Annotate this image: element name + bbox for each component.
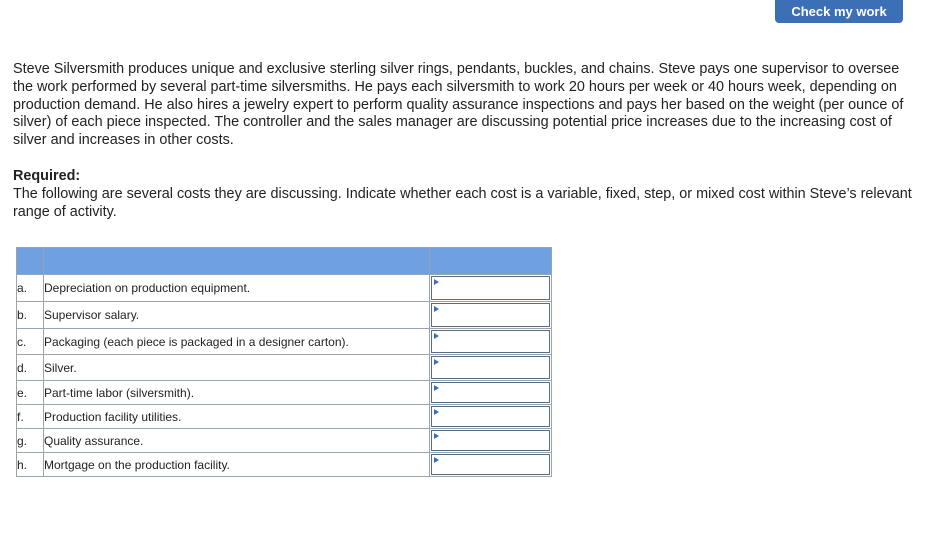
dropdown-marker-icon — [434, 457, 439, 463]
row-description: Part-time labor (silversmith). — [44, 381, 430, 405]
cost-type-dropdown[interactable] — [431, 330, 550, 353]
dropdown-marker-icon — [434, 333, 439, 339]
row-description: Quality assurance. — [44, 429, 430, 453]
answer-cell — [430, 275, 552, 302]
table-row — [17, 429, 552, 453]
row-letter: d. — [17, 355, 44, 381]
required-heading: Required: — [13, 168, 81, 184]
cost-type-dropdown[interactable] — [431, 406, 550, 427]
table-row — [17, 302, 552, 329]
row-description: Silver. — [44, 355, 430, 381]
required-section — [13, 168, 923, 221]
header-answer-cell — [430, 248, 552, 275]
row-letter: a. — [17, 275, 44, 302]
required-instructions: The following are several costs they are discussing. Indicate whether each cost is a variable, fixed, step, or mixed cost within Steve’s relevant range of activity. — [13, 185, 912, 220]
row-description: Supervisor salary. — [44, 302, 430, 329]
header-letter-cell — [17, 248, 44, 275]
row-letter: c. — [17, 329, 44, 355]
row-description: Mortgage on the production facility. — [44, 453, 430, 477]
answer-cell — [430, 453, 552, 477]
cost-type-dropdown[interactable] — [431, 356, 550, 379]
dropdown-marker-icon — [434, 409, 439, 415]
cost-type-dropdown[interactable] — [431, 276, 550, 300]
dropdown-marker-icon — [434, 279, 439, 285]
row-letter: h. — [17, 453, 44, 477]
table-row — [17, 453, 552, 477]
row-letter: b. — [17, 302, 44, 329]
row-letter: f. — [17, 405, 44, 429]
problem-intro: Steve Silversmith produces unique and exclusive sterling silver rings, pendants, buckles, and chains. Steve pays one supervisor to oversee the work performed by several part-time silversmiths. He pays each silversmith to work 20 hours per week or 40 hours week, depending on production demand. He also hires a jewelry expert to perform quality assurance inspections and pays her based on the weight (per ounce of silver) of each piece inspected. The controller and the sales manager are discussing potential price increases due to the increasing cost of silver and increases in other costs. — [13, 61, 904, 149]
table-row — [17, 355, 552, 381]
cost-type-dropdown[interactable] — [431, 454, 550, 475]
table-row — [17, 381, 552, 405]
check-my-work-button[interactable]: Check my work — [775, 0, 903, 23]
table-row — [17, 329, 552, 355]
dropdown-marker-icon — [434, 433, 439, 439]
dropdown-marker-icon — [434, 306, 439, 312]
cost-type-dropdown[interactable] — [431, 382, 550, 403]
cost-type-dropdown[interactable] — [431, 430, 550, 451]
answer-cell — [430, 381, 552, 405]
table-header-row — [17, 248, 552, 275]
answer-cell — [430, 405, 552, 429]
answer-cell — [430, 302, 552, 329]
row-description: Depreciation on production equipment. — [44, 275, 430, 302]
row-letter: g. — [17, 429, 44, 453]
answer-cell — [430, 329, 552, 355]
row-description: Production facility utilities. — [44, 405, 430, 429]
row-description: Packaging (each piece is packaged in a designer carton). — [44, 329, 430, 355]
answer-cell — [430, 355, 552, 381]
dropdown-marker-icon — [434, 359, 439, 365]
dropdown-marker-icon — [434, 385, 439, 391]
answer-cell — [430, 429, 552, 453]
row-letter: e. — [17, 381, 44, 405]
header-description-cell — [44, 248, 430, 275]
cost-classification-table — [16, 247, 552, 477]
cost-type-dropdown[interactable] — [431, 303, 550, 327]
table-row — [17, 275, 552, 302]
table-row — [17, 405, 552, 429]
